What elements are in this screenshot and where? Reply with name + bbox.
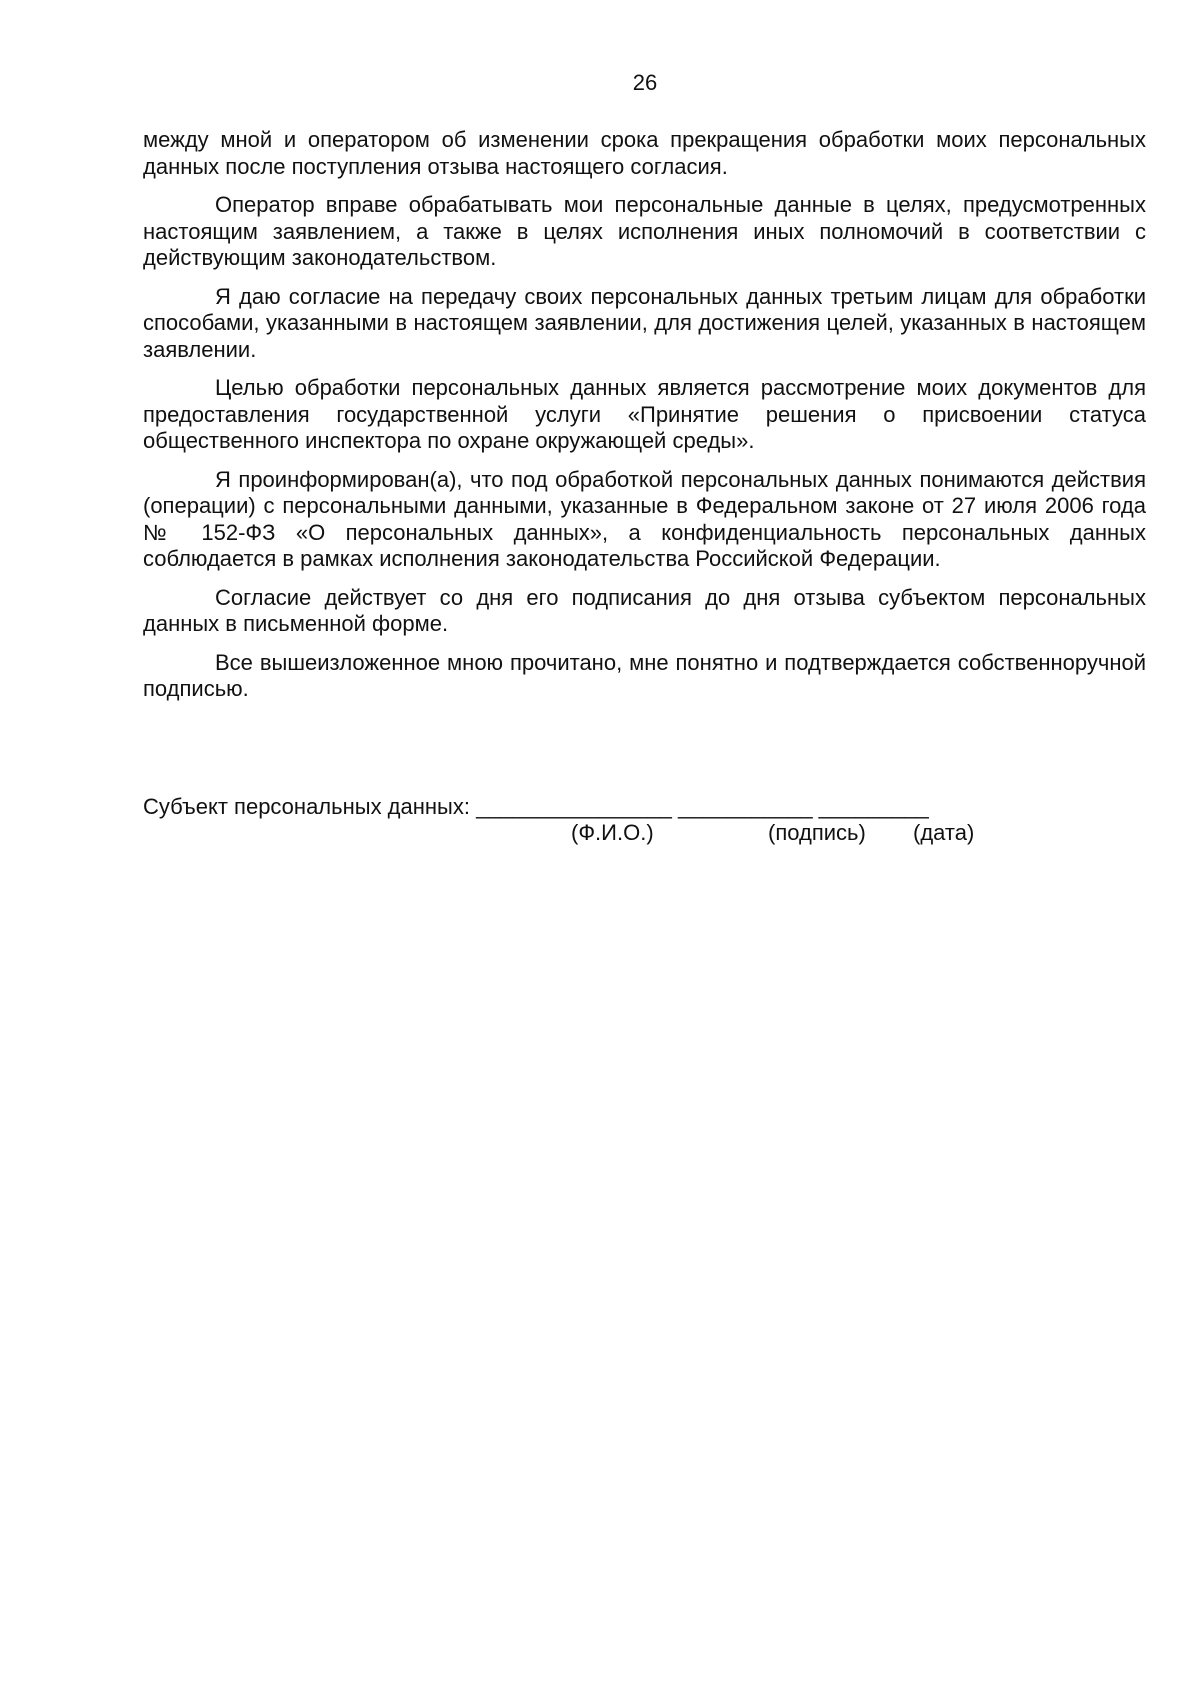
fio-label: (Ф.И.О.)	[571, 820, 654, 845]
signature-line: Субъект персональных данных: ________________ ___________ _________	[143, 794, 929, 819]
paragraph-third-parties: Я даю согласие на передачу своих персональных данных третьим лицам для обработки способами, указанными в настоящем заявлении, для достижения целей, указанных в настоящем заявлении.	[143, 283, 1146, 362]
document-body	[143, 127, 1146, 715]
date-label: (дата)	[913, 820, 975, 845]
signature-labels	[143, 820, 1146, 846]
paragraph-validity: Согласие действует со дня его подписания до дня отзыва субъектом персональных данных в письменной форме.	[143, 584, 1146, 636]
page-number: 26	[632, 70, 658, 95]
sign-label: (подпись)	[768, 820, 866, 845]
paragraph-confirmation: Все вышеизложенное мною прочитано, мне понятно и подтверждается собственноручной подписью.	[143, 649, 1146, 701]
signature-block	[143, 794, 1146, 846]
paragraph-purpose: Целью обработки персональных данных является рассмотрение моих документов для предоставления государственной услуги «Принятие решения о присвоении статуса общественного инспектора по охране окружающей среды».	[143, 375, 1146, 453]
paragraph-continuation: между мной и оператором об изменении срока прекращения обработки моих персональных данных после поступления отзыва настоящего согласия.	[143, 127, 1146, 179]
paragraph-operator-rights: Оператор вправе обрабатывать мои персональные данные в целях, предусмотренных настоящим заявлением, а также в целях исполнения иных полномочий в соответствии с действующим законодательством.	[143, 192, 1146, 270]
paragraph-informed: Я проинформирован(а), что под обработкой персональных данных понимаются действия (операции) с персональными данными, указанные в Федеральном законе от 27 июля 2006 года № 152-ФЗ «О персональных данных», а конфиденциальность персональных данных соблюдается в рамках исполнения законодательства Российской Федерации.	[143, 466, 1146, 571]
